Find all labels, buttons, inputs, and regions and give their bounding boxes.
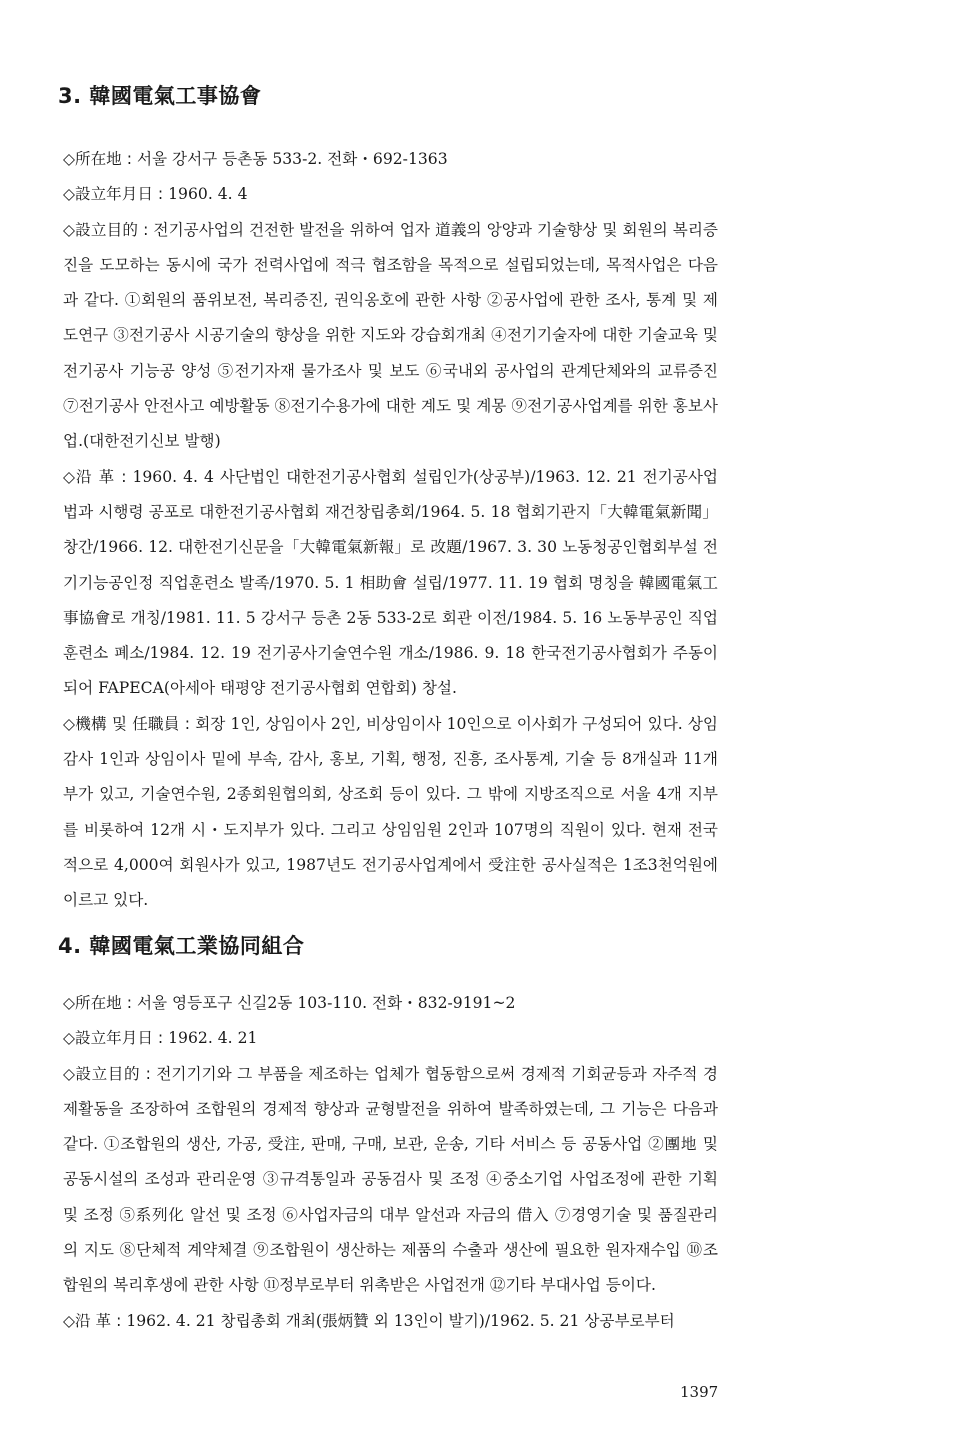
purpose-text: 전기기기와 그 부품을 제조하는 업체가 협동함으로써 경제적 기회균등과 자주적 경제활동을 조장하여 조합원의 경제적 향상과 균형발전을 위하여 발족하였는데, 그 기능은 다음과 같다. ①조합원의 생산, 가공, 受注, 판매, 구매, 보관, 운송, 기타 서비스 등 공동사업 ②團地 및 공동시설의 조성과 관리운영 ③규격통일과 공동검사 및 조정 ④중소기업 사업조정에 관한 기획 및 조정 ⑤系列化 알선 및 조정 ⑥사업자금의 대부 알선과 자금의 借入 ⑦경영기술 및 품질관리의 지도 ⑧단체적 계약체결 ⑨조합원이 생산하는 제품의 수출과 생산에 필요한 원자재수입 ⑩조합원의 복리후생에 관한 사항 ⑪정부로부터 위촉받은 사업전개 ⑫기타 부대사업 등이다. <box>63 1064 718 1295</box>
section-3-history <box>63 460 718 707</box>
location-text: 서울 영등포구 신길2동 103-110. 전화・832-9191~2 <box>136 994 516 1012</box>
purpose-text: 전기공사업의 건전한 발전을 위하여 업자 道義의 앙양과 기술향상 및 회원의 복리증진을 도모하는 동시에 국가 전력사업에 적극 협조함을 목적으로 설립되었는데, 목적사업은 다음과 같다. ①회원의 품위보전, 복리증진, 권익옹호에 관한 사항 ②공사업에 관한 조사, 통계 및 제도연구 ③전기공사 시공기술의 향상을 위한 지도와 강습회개최 ④전기기술자에 대한 기술교육 및 전기공사 기능공 양성 ⑤전기자재 물가조사 및 보도 ⑥국내외 공사업의 관계단체와의 교류증진 ⑦전기공사 안전사고 예방활동 ⑧전기수용가에 대한 계도 및 계몽 ⑨전기공사업계를 위한 홍보사업.(대한전기신보 발행) <box>63 220 718 451</box>
location-label: ◇所在地 : <box>63 150 137 168</box>
section-4-body <box>63 986 718 1339</box>
founded-text: 1960. 4. 4 <box>168 185 248 204</box>
org-text: 회장 1인, 상임이사 2인, 비상임이사 10인으로 이사회가 구성되어 있다. 상임감사 1인과 상임이사 밑에 부속, 감사, 홍보, 기획, 행정, 진흥, 조사통계, 기술 등 8개실과 11개부가 있고, 기술연수원, 2종회원협의회, 상조회 등이 있다. 그 밖에 지방조직으로 서울 4개 지부를 비롯하여 12개 시・도지부가 있다. 그리고 상임임원 2인과 107명의 직원이 있다. 현재 전국적으로 4,000여 회원사가 있고, 1987년도 전기공사업계에서 受注한 공사실적은 1조3천억원에 이르고 있다. <box>63 714 718 910</box>
org-label: ◇機構 및 任職員 : <box>63 714 196 733</box>
section-4-history <box>63 1304 718 1339</box>
purpose-label: ◇設立目的 : <box>63 220 154 239</box>
location-label: ◇所在地 : <box>63 994 137 1012</box>
location-text: 서울 강서구 등촌동 533-2. 전화・692-1363 <box>136 150 448 168</box>
section-4-location <box>63 986 718 1021</box>
section-4-title: 4. 韓國電氣工業協同組合 <box>58 934 305 958</box>
page-number: 1397 <box>680 1383 719 1401</box>
founded-label: ◇設立年月日 : <box>63 185 169 204</box>
section-3-location <box>63 142 718 177</box>
section-3-purpose <box>63 213 718 460</box>
founded-text: 1962. 4. 21 <box>168 1029 258 1048</box>
section-4-founded <box>63 1021 718 1056</box>
history-text: 1962. 4. 21 창립총회 개최(張炳贊 외 13인이 발기)/1962. 5. 21 상공부로부터 <box>126 1311 675 1330</box>
section-3-founded <box>63 177 718 212</box>
history-label: ◇沿 革 : <box>63 1311 127 1330</box>
section-3-organization <box>63 707 718 919</box>
history-text: 1960. 4. 4 사단법인 대한전기공사협회 설립인가(상공부)/1963. 12. 21 전기공사업법과 시행령 공포로 대한전기공사협회 재건창립총회/1964. 5. 18 협회기관지「大韓電氣新聞」창간/1966. 12. 대한전기신문을「大韓電氣新報」로 改題/1967. 3. 30 노동청공인협회부설 전기기능공인정 직업훈련소 발족/1970. 5. 1 相助會 설립/1977. 11. 19 협회 명칭을 韓國電氣工事協會로 개칭/1981. 11. 5 강서구 등촌 2동 533-2로 회관 이전/1984. 5. 16 노동부공인 직업훈련소 폐소/1984. 12. 19 전기공사기술연수원 개소/1986. 9. 18 한국전기공사협회가 주동이 되어 FAPECA(아세아 태평양 전기공사협회 연합회) 창설. <box>63 467 718 698</box>
founded-label: ◇設立年月日 : <box>63 1029 169 1048</box>
purpose-label: ◇設立目的 : <box>63 1064 157 1083</box>
section-3-title: 3. 韓國電氣工事協會 <box>58 84 262 108</box>
history-label: ◇沿 革 : <box>63 467 133 486</box>
section-3-body <box>63 142 718 919</box>
section-4-purpose <box>63 1057 718 1304</box>
